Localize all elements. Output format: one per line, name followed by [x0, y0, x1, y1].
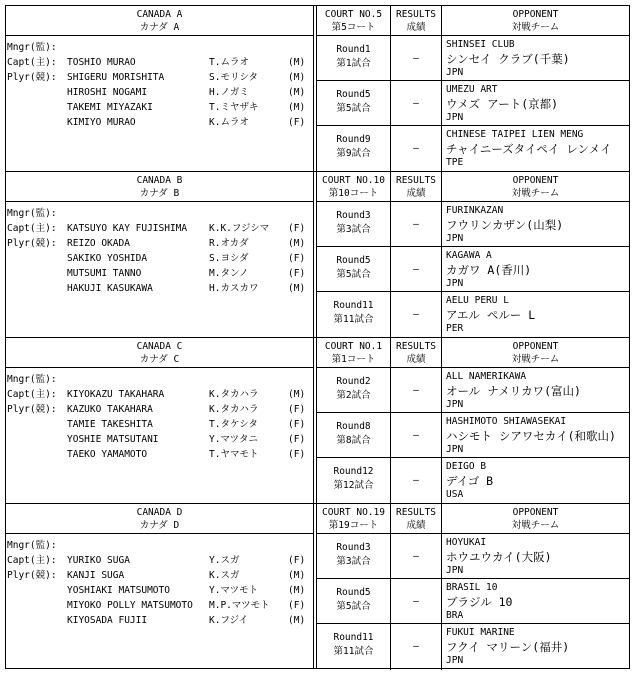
player-name: TOSHIO MURAO	[67, 57, 136, 68]
player-gender: (F)	[288, 253, 306, 264]
opponent-name-jp: チャイニーズタイペイ レンメイ	[446, 142, 612, 156]
roster-row	[6, 55, 313, 70]
round-cell	[317, 458, 391, 504]
player-name: KANJI SUGA	[67, 570, 125, 581]
player-name: HIROSHI NOGAMI	[67, 87, 148, 98]
opponent-name-jp: カガワ A(香川)	[446, 263, 532, 277]
result-cell	[391, 292, 442, 338]
roster-row	[6, 372, 313, 387]
result-cell	[391, 81, 442, 125]
match-row	[317, 579, 629, 624]
court-header	[317, 6, 391, 35]
match-row	[317, 202, 629, 247]
team-name-en: CANADA C	[136, 341, 183, 352]
role-label: Plyr(競):	[7, 404, 57, 415]
player-name-kana: M.P.マツモト	[209, 600, 270, 611]
match-panel	[317, 172, 629, 337]
player-gender: (F)	[288, 555, 306, 566]
player-name-kana: R.オカダ	[209, 238, 249, 249]
opponent-country: JPN	[446, 233, 464, 244]
round-label-jp: 第11試合	[333, 314, 374, 325]
results-label-jp: 成績	[406, 520, 426, 531]
round-label: Round5	[336, 587, 371, 598]
opponent-name-jp: フクイ マリーン(福井)	[446, 640, 570, 654]
round-label-jp: 第1試合	[336, 58, 371, 69]
player-gender: (M)	[288, 570, 306, 581]
player-name-kana: Y.スガ	[209, 555, 240, 566]
round-cell	[317, 624, 391, 670]
player-name: TAEKO YAMAMOTO	[67, 449, 148, 460]
roster-row	[6, 206, 313, 221]
match-header	[317, 6, 629, 36]
opponent-label-jp: 対戦チーム	[511, 520, 560, 531]
result-value: —	[413, 551, 419, 562]
result-value: —	[413, 219, 419, 230]
opponent-name: BRASIL 10	[446, 582, 498, 593]
player-gender: (F)	[288, 449, 306, 460]
roster	[6, 202, 313, 296]
match-panel	[317, 6, 629, 171]
player-name-kana: S.モリシタ	[209, 72, 259, 83]
player-name-kana: Y.マツモト	[209, 585, 259, 596]
result-cell	[391, 36, 442, 80]
role-label: Mngr(監):	[7, 42, 57, 53]
opponent-label-jp: 対戦チーム	[511, 188, 560, 199]
opponent-cell	[442, 368, 629, 412]
opponent-country: PER	[446, 323, 464, 334]
round-label: Round3	[336, 210, 371, 221]
player-gender: (M)	[288, 57, 306, 68]
role-label: Capt(主):	[7, 389, 57, 400]
player-name: KAZUKO TAKAHARA	[67, 404, 153, 415]
match-header	[317, 172, 629, 202]
opponent-name-jp: フウリンカザン(山梨)	[446, 218, 564, 232]
opponent-country: JPN	[446, 565, 464, 576]
player-gender: (M)	[288, 238, 306, 249]
team-header	[6, 504, 313, 534]
opponent-cell	[442, 81, 629, 125]
team-header	[6, 172, 313, 202]
player-name-kana: K.ムラオ	[209, 117, 249, 128]
round-label-jp: 第5試合	[336, 601, 371, 612]
player-name-kana: T.ミヤザキ	[209, 102, 259, 113]
result-value: —	[413, 430, 419, 441]
player-name-kana: H.ノガミ	[209, 87, 249, 98]
opponent-cell	[442, 36, 629, 80]
opponent-name: DEIGO B	[446, 461, 487, 472]
role-label: Mngr(監):	[7, 540, 57, 551]
result-value: —	[413, 385, 419, 396]
round-cell	[317, 292, 391, 338]
role-label: Mngr(監):	[7, 208, 57, 219]
match-row	[317, 292, 629, 338]
match-row	[317, 624, 629, 670]
court-number: COURT NO.10	[322, 175, 385, 186]
round-label: Round8	[336, 421, 371, 432]
results-header	[391, 338, 442, 367]
match-row	[317, 534, 629, 579]
team-name-en: CANADA D	[136, 507, 183, 518]
opponent-country: JPN	[446, 112, 464, 123]
opponent-cell	[442, 292, 629, 338]
opponent-name: CHINESE TAIPEI LIEN MENG	[446, 129, 584, 140]
player-gender: (M)	[288, 102, 306, 113]
player-name-kana: S.ヨシダ	[209, 253, 249, 264]
round-label: Round3	[336, 542, 371, 553]
round-cell	[317, 36, 391, 80]
player-name-kana: K.K.フジシマ	[209, 223, 270, 234]
results-label: RESULTS	[395, 175, 437, 186]
team-header	[6, 6, 313, 36]
opponent-name: UMEZU ART	[446, 84, 498, 95]
opponent-name-jp: ホウユウカイ(大阪)	[446, 550, 552, 564]
court-header	[317, 504, 391, 533]
opponent-name: AELU PERU L	[446, 295, 509, 306]
round-cell	[317, 126, 391, 172]
opponent-name-jp: デイゴ B	[446, 474, 494, 488]
round-label-jp: 第3試合	[336, 224, 371, 235]
roster-row	[6, 402, 313, 417]
role-label: Plyr(競):	[7, 570, 57, 581]
player-name: MUTSUMI TANNO	[67, 268, 142, 279]
player-name-kana: K.タカハラ	[209, 389, 259, 400]
player-gender: (F)	[288, 434, 306, 445]
opponent-cell	[442, 624, 629, 670]
roster-row	[6, 221, 313, 236]
player-gender: (F)	[288, 419, 306, 430]
player-name: KIYOSADA FUJII	[67, 615, 148, 626]
opponent-name: HOYUKAI	[446, 537, 487, 548]
roster-row	[6, 387, 313, 402]
court-number-jp: 第1コート	[331, 354, 376, 365]
results-header	[391, 6, 442, 35]
round-cell	[317, 534, 391, 578]
roster-row	[6, 70, 313, 85]
player-name-kana: M.タンノ	[209, 268, 249, 279]
roster-row	[6, 236, 313, 251]
result-cell	[391, 247, 442, 291]
player-name: KIMIYO MURAO	[67, 117, 136, 128]
player-name-kana: Y.マツタニ	[209, 434, 259, 445]
roster-row	[6, 553, 313, 568]
round-label-jp: 第12試合	[333, 480, 374, 491]
result-value: —	[413, 143, 419, 154]
result-value: —	[413, 264, 419, 275]
opponent-name-jp: オール ナメリカワ(富山)	[446, 384, 581, 398]
roster-row	[6, 613, 313, 628]
opponent-cell	[442, 247, 629, 291]
role-label: Capt(主):	[7, 223, 57, 234]
round-label: Round11	[333, 632, 374, 643]
player-name: KIYOKAZU TAKAHARA	[67, 389, 165, 400]
round-label-jp: 第5試合	[336, 103, 371, 114]
roster-row	[6, 538, 313, 553]
player-gender: (M)	[288, 87, 306, 98]
team-name-en: CANADA B	[136, 175, 183, 186]
round-label-jp: 第11試合	[333, 646, 374, 657]
role-label: Plyr(競):	[7, 72, 57, 83]
team-header	[6, 338, 313, 368]
court-number-jp: 第5コート	[331, 22, 376, 33]
opponent-header	[442, 504, 629, 533]
roster-row	[6, 251, 313, 266]
results-label-jp: 成績	[406, 188, 426, 199]
player-name-kana: K.タカハラ	[209, 404, 259, 415]
opponent-country: JPN	[446, 278, 464, 289]
round-label: Round12	[333, 466, 374, 477]
opponent-name: KAGAWA A	[446, 250, 492, 261]
roster-row	[6, 100, 313, 115]
court-number-jp: 第10コート	[328, 188, 379, 199]
team-name-jp: カナダ A	[139, 22, 180, 33]
roster-row	[6, 85, 313, 100]
player-name: MIYOKO POLLY MATSUMOTO	[67, 600, 193, 611]
match-row	[317, 413, 629, 458]
opponent-header	[442, 338, 629, 367]
results-header	[391, 504, 442, 533]
player-name: TAMIE TAKESHITA	[67, 419, 153, 430]
opponent-name: ALL NAMERIKAWA	[446, 371, 527, 382]
opponent-country: JPN	[446, 399, 464, 410]
team-block	[5, 5, 630, 171]
result-cell	[391, 126, 442, 172]
opponent-cell	[442, 202, 629, 246]
role-label: Capt(主):	[7, 57, 57, 68]
results-label: RESULTS	[395, 9, 437, 20]
player-name-kana: T.タケシタ	[209, 419, 258, 430]
opponent-name: HASHIMOTO SHIAWASEKAI	[446, 416, 567, 427]
team-block	[5, 503, 630, 669]
match-row	[317, 247, 629, 292]
opponent-label-jp: 対戦チーム	[511, 354, 560, 365]
player-name-kana: T.ヤマモト	[209, 449, 259, 460]
player-gender: (M)	[288, 615, 306, 626]
player-name: YOSHIAKI MATSUMOTO	[67, 585, 170, 596]
opponent-cell	[442, 413, 629, 457]
round-label-jp: 第2試合	[336, 390, 371, 401]
player-gender: (M)	[288, 585, 306, 596]
player-name: KATSUYO KAY FUJISHIMA	[67, 223, 188, 234]
opponent-label-jp: 対戦チーム	[511, 22, 560, 33]
match-row	[317, 368, 629, 413]
round-cell	[317, 579, 391, 623]
round-cell	[317, 247, 391, 291]
opponent-name-jp: アエル ペルー L	[446, 308, 536, 322]
opponent-label: OPPONENT	[512, 9, 559, 20]
opponent-country: JPN	[446, 655, 464, 666]
opponent-cell	[442, 126, 629, 172]
result-value: —	[413, 596, 419, 607]
result-cell	[391, 368, 442, 412]
roster-row	[6, 266, 313, 281]
player-name-kana: T.ムラオ	[209, 57, 249, 68]
result-value: —	[413, 641, 419, 652]
roster-row	[6, 281, 313, 296]
result-value: —	[413, 53, 419, 64]
round-label-jp: 第9試合	[336, 148, 371, 159]
opponent-name: SHINSEI CLUB	[446, 39, 515, 50]
opponent-label: OPPONENT	[512, 341, 559, 352]
opponent-name-jp: ウメズ アート(京都)	[446, 97, 559, 111]
player-gender: (F)	[288, 223, 306, 234]
match-header	[317, 504, 629, 534]
results-label-jp: 成績	[406, 354, 426, 365]
round-label: Round11	[333, 300, 374, 311]
result-cell	[391, 458, 442, 504]
player-name: SAKIKO YOSHIDA	[67, 253, 148, 264]
player-name: REIZO OKADA	[67, 238, 130, 249]
roster-row	[6, 115, 313, 130]
opponent-name: FURINKAZAN	[446, 205, 504, 216]
result-value: —	[413, 475, 419, 486]
match-row	[317, 81, 629, 126]
player-gender: (M)	[288, 72, 306, 83]
player-name: TAKEMI MIYAZAKI	[67, 102, 153, 113]
role-label: Plyr(競):	[7, 238, 57, 249]
opponent-name-jp: シンセイ クラブ(千葉)	[446, 52, 570, 66]
roster-row	[6, 568, 313, 583]
roster-row	[6, 598, 313, 613]
round-label-jp: 第8試合	[336, 435, 371, 446]
team-name-jp: カナダ B	[139, 188, 180, 199]
match-row	[317, 36, 629, 81]
team-name-jp: カナダ D	[139, 520, 180, 531]
role-label: Mngr(監):	[7, 374, 57, 385]
round-cell	[317, 368, 391, 412]
court-number: COURT NO.19	[322, 507, 385, 518]
round-label-jp: 第3試合	[336, 556, 371, 567]
results-label-jp: 成績	[406, 22, 426, 33]
opponent-name: FUKUI MARINE	[446, 627, 515, 638]
opponent-label: OPPONENT	[512, 507, 559, 518]
court-header	[317, 172, 391, 201]
opponent-header	[442, 172, 629, 201]
opponent-country: TPE	[446, 157, 464, 168]
roster-row	[6, 583, 313, 598]
player-name: HAKUJI KASUKAWA	[67, 283, 153, 294]
player-name-kana: K.スガ	[209, 570, 240, 581]
opponent-cell	[442, 579, 629, 623]
round-label-jp: 第5試合	[336, 269, 371, 280]
court-number-jp: 第19コート	[328, 520, 379, 531]
player-name-kana: K.フジイ	[209, 615, 249, 626]
team-name-en: CANADA A	[136, 9, 183, 20]
player-gender: (F)	[288, 117, 306, 128]
court-number: COURT NO.5	[324, 9, 383, 20]
roster-row	[6, 417, 313, 432]
match-header	[317, 338, 629, 368]
result-value: —	[413, 98, 419, 109]
results-label: RESULTS	[395, 341, 437, 352]
round-cell	[317, 81, 391, 125]
result-cell	[391, 202, 442, 246]
results-header	[391, 172, 442, 201]
opponent-header	[442, 6, 629, 35]
result-cell	[391, 534, 442, 578]
player-gender: (M)	[288, 283, 306, 294]
round-cell	[317, 413, 391, 457]
opponent-name-jp: ハシモト シアワセカイ(和歌山)	[446, 429, 616, 443]
match-row	[317, 126, 629, 172]
opponent-cell	[442, 534, 629, 578]
result-cell	[391, 579, 442, 623]
player-name: YOSHIE MATSUTANI	[67, 434, 159, 445]
player-name: SHIGERU MORISHITA	[67, 72, 165, 83]
result-cell	[391, 624, 442, 670]
roster-row	[6, 432, 313, 447]
round-label: Round2	[336, 376, 371, 387]
results-label: RESULTS	[395, 507, 437, 518]
court-header	[317, 338, 391, 367]
round-cell	[317, 202, 391, 246]
opponent-country: BRA	[446, 610, 464, 621]
opponent-name-jp: ブラジル 10	[446, 595, 513, 609]
role-label: Capt(主):	[7, 555, 57, 566]
match-panel	[317, 338, 629, 503]
opponent-country: USA	[446, 489, 464, 500]
roster-row	[6, 40, 313, 55]
player-gender: (F)	[288, 404, 306, 415]
team-panel	[6, 6, 313, 171]
match-panel	[317, 504, 629, 668]
round-label: Round9	[336, 134, 371, 145]
team-block	[5, 171, 630, 337]
team-panel	[6, 504, 313, 668]
player-gender: (F)	[288, 268, 306, 279]
team-block	[5, 337, 630, 503]
team-panel	[6, 172, 313, 337]
result-cell	[391, 413, 442, 457]
opponent-country: JPN	[446, 444, 464, 455]
team-name-jp: カナダ C	[139, 354, 180, 365]
schedule-sheet	[5, 5, 630, 669]
team-panel	[6, 338, 313, 503]
opponent-country: JPN	[446, 67, 464, 78]
roster	[6, 368, 313, 462]
roster	[6, 36, 313, 130]
result-value: —	[413, 309, 419, 320]
round-label: Round5	[336, 255, 371, 266]
round-label: Round1	[336, 44, 371, 55]
round-label: Round5	[336, 89, 371, 100]
court-number: COURT NO.1	[324, 341, 383, 352]
opponent-label: OPPONENT	[512, 175, 559, 186]
player-gender: (M)	[288, 389, 306, 400]
opponent-cell	[442, 458, 629, 504]
roster-row	[6, 447, 313, 462]
player-gender: (F)	[288, 600, 306, 611]
match-row	[317, 458, 629, 504]
roster	[6, 534, 313, 628]
player-name-kana: H.カスカワ	[209, 283, 259, 294]
player-name: YURIKO SUGA	[67, 555, 130, 566]
